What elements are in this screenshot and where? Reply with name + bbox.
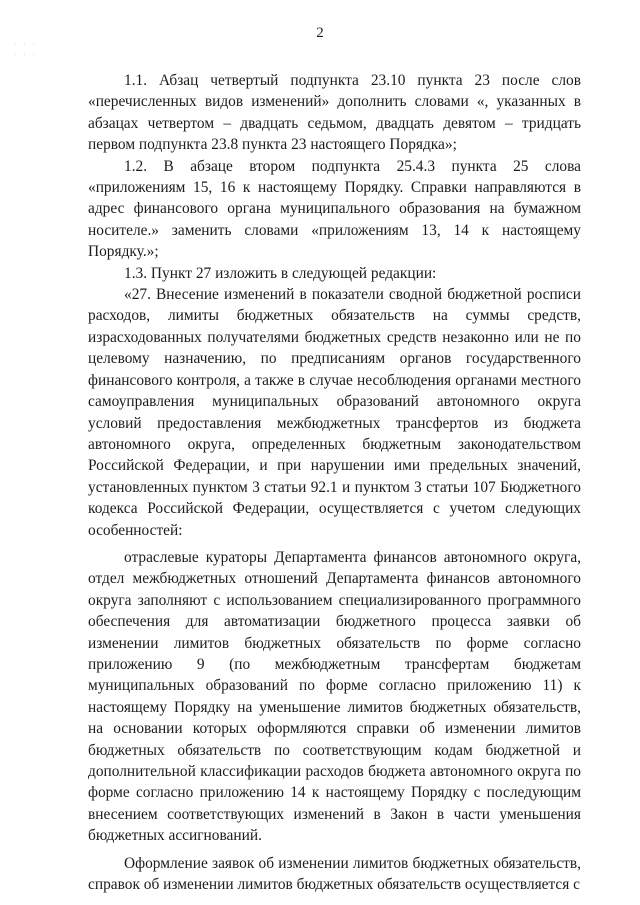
paragraph-1-3: 1.3. Пункт 27 изложить в следующей редакции: (124, 264, 437, 282)
paragraph-registration: Оформление заявок об изменении лимитов бюджетных обязательств, справок об изменении лимитов бюджетных обязательств осуществляется с (88, 854, 581, 894)
paragraph-1-2: 1.2. В абзаце втором подпункта 25.4.3 пункта 25 слова «приложениям 15, 16 к настоящему Порядку. Справки направляются в адрес финансового органа муниципального образования на бумажном носителе.» заменить словами «приложениям 13, 14 к настоящему Порядку.»; (88, 157, 581, 261)
paragraph-1-1: 1.1. Абзац четвертый подпункта 23.10 пункта 23 после слов «перечисленных видов изменений» дополнить словами «, указанных в абзацах четвертом – двадцать седьмом, двадцать девятом – тридцать первом подпункта 23.8 пункта 23 настоящего Порядка»; (88, 72, 581, 154)
scan-margin-marks: · · · · · · (14, 42, 38, 58)
paragraph-item-27: «27. Внесение изменений в показатели сводной бюджетной росписи расходов, лимиты бюджетных обязательств на суммы средств, израсходованных получателями бюджетных средств незаконно или не по целевому назначению, по предписаниям органов государственного финансового контроля, а также в случае несоблюдения органами местного самоуправления муниципальных образований автономного округа условий предоставления межбюджетных трансфертов из бюджета автономного округа, определенных бюджетным законодательством Российской Федерации, и при нарушении ими предельных значений, установленных пунктом 3 статьи 92.1 и пунктом 3 статьи 107 Бюджетного кодекса Российской Федерации, осуществляется с учетом следующих особенностей: (88, 286, 581, 539)
document-body (88, 70, 581, 895)
page-number: 2 (316, 25, 324, 41)
paragraph-curators: отраслевые кураторы Департамента финансов автономного округа, отдел межбюджетных отношений Департамента финансов автономного округа заполняют с использованием специализированного программного обеспечения для автоматизации бюджетного процесса заявки об изменении лимитов бюджетных обязательств по форме согласно приложению 9 (по межбюджетным трансфертам бюджетам муниципальных образований по форме согласно приложению 11) к настоящему Порядку на уменьшение лимитов бюджетных обязательств, на основании которых оформляются справки об изменении лимитов бюджетных обязательств по соответствующим кодам бюджетной и дополнительной классификации расходов бюджета автономного округа по форме согласно приложению 14 к настоящему Порядку с последующим внесением соответствующих изменений в Закон в части уменьшения бюджетных ассигнований. (88, 548, 581, 845)
